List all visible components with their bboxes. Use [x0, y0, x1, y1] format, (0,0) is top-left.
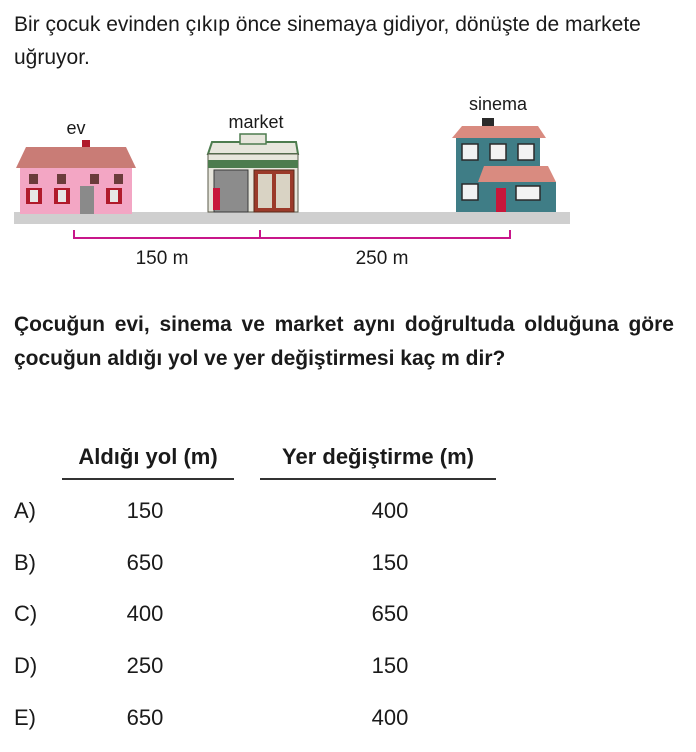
label-cinema: sinema [468, 94, 528, 114]
option-letter: C) [14, 601, 38, 626]
distance-brace-market-cinema [260, 230, 510, 238]
option-distance-value: 650 [126, 550, 164, 575]
question-text: Çocuğun evi, sinema ve market aynı doğrultuda olduğuna göre çocuğun aldığı yol ve yer değiştirmesi kaç m dir? [14, 313, 674, 370]
column-header-displacement: Yer değiştirme (m) [260, 444, 496, 480]
answer-option-e[interactable] [0, 705, 696, 745]
column-header-distance: Aldığı yol (m) [62, 444, 234, 480]
market-building [208, 134, 298, 212]
answer-option-c[interactable] [0, 601, 696, 641]
answer-option-a[interactable] [0, 498, 696, 538]
distance-brace-home-market [74, 230, 260, 238]
distance-label-market-cinema: 250 m [355, 248, 409, 269]
option-distance-value: 400 [126, 601, 164, 626]
option-displacement-value: 400 [371, 498, 409, 523]
cinema-building [452, 118, 556, 212]
option-displacement-value: 400 [371, 705, 409, 730]
label-home: ev [66, 118, 86, 138]
home-building [16, 140, 136, 214]
option-displacement-value: 150 [371, 550, 409, 575]
intro-text: Bir çocuk evinden çıkıp önce sinemaya gidiyor, dönüşte de markete uğruyor. [14, 13, 641, 69]
option-distance-value: 150 [126, 498, 164, 523]
label-market: market [228, 112, 284, 132]
option-distance-value: 650 [126, 705, 164, 730]
option-letter: D) [14, 653, 38, 678]
distance-label-home-market: 150 m [135, 248, 189, 269]
answer-option-b[interactable] [0, 550, 696, 590]
answer-option-d[interactable] [0, 653, 696, 693]
option-letter: A) [14, 498, 36, 523]
route-figure [0, 88, 696, 278]
option-distance-value: 250 [126, 653, 164, 678]
option-letter: E) [14, 705, 36, 730]
option-displacement-value: 150 [371, 653, 409, 678]
option-displacement-value: 650 [371, 601, 409, 626]
option-letter: B) [14, 550, 36, 575]
